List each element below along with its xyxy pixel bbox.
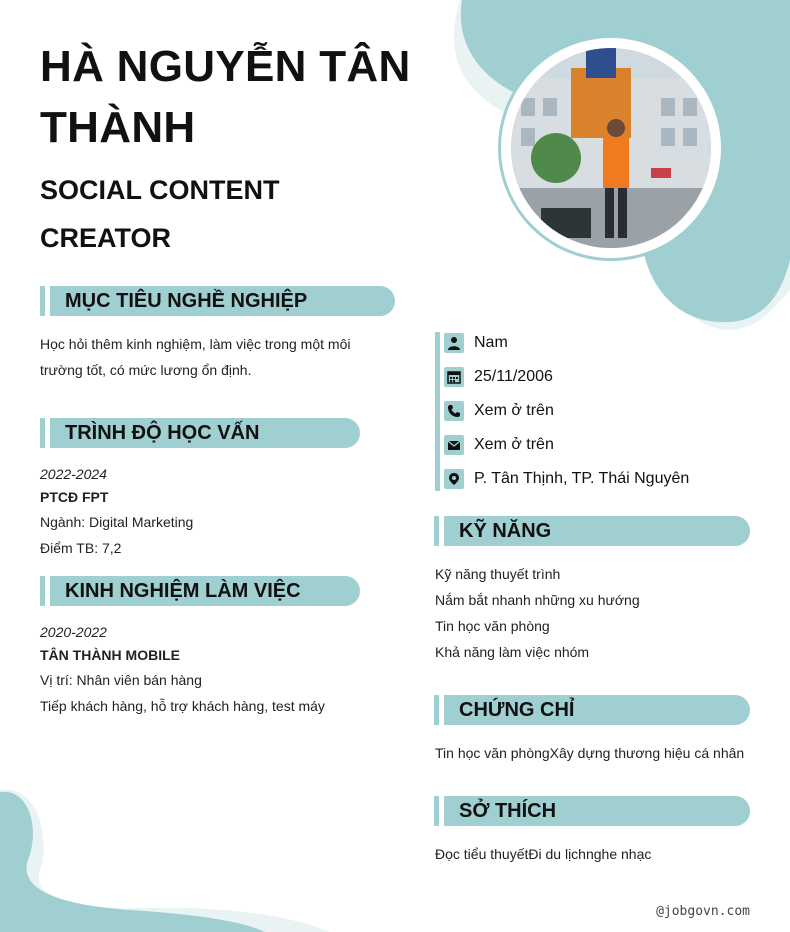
- skills-title: KỸ NĂNG: [459, 520, 552, 542]
- certificates-title: CHỨNG CHỈ: [459, 699, 575, 721]
- location-pin-icon: [444, 469, 464, 489]
- experience-period: 2020-2022: [40, 624, 107, 640]
- experience-company: TÂN THÀNH MOBILE: [40, 647, 180, 663]
- experience-title: KINH NGHIỆM LÀM VIỆC: [65, 580, 301, 602]
- objective-title: MỤC TIÊU NGHỀ NGHIỆP: [65, 290, 308, 312]
- education-gpa: Điểm TB: 7,2: [40, 540, 122, 556]
- skill-item: Khả năng làm việc nhóm: [435, 644, 590, 660]
- experience-position: Vị trí: Nhân viên bán hàng: [40, 672, 202, 688]
- phone-icon: [444, 401, 464, 421]
- skills-section-header: [444, 516, 750, 546]
- contact-phone: Xem ở trên: [474, 402, 554, 419]
- education-section-header: [50, 418, 360, 448]
- objective-section-header: [50, 286, 395, 316]
- skill-item: Kỹ năng thuyết trình: [435, 566, 561, 582]
- mail-icon: [444, 435, 464, 455]
- person-icon: [444, 333, 464, 353]
- contact-email: Xem ở trên: [474, 436, 554, 453]
- hobbies-text: Đọc tiểu thuyếtĐi du lịchnghe nhạc: [435, 846, 652, 862]
- hobbies-title: SỞ THÍCH: [459, 800, 557, 822]
- education-school: PTCĐ FPT: [40, 489, 109, 505]
- experience-section-header: [50, 576, 360, 606]
- skill-item: Tin học văn phòng: [435, 618, 550, 634]
- certificates-text: Tin học văn phòngXây dựng thương hiệu cá nhân: [435, 745, 745, 761]
- watermark: @jobgovn.com: [656, 904, 750, 919]
- contact-gender: Nam: [474, 334, 508, 351]
- objective-line-2: trường tốt, có mức lương ổn định.: [40, 362, 252, 378]
- objective-line-1: Học hỏi thêm kinh nghiệm, làm việc trong một môi: [40, 336, 351, 352]
- bottom-left-decor-blob: [0, 780, 330, 932]
- skill-item: Nắm bắt nhanh những xu hướng: [435, 592, 640, 608]
- education-title: TRÌNH ĐỘ HỌC VẤN: [65, 422, 260, 444]
- certificates-section-header: [444, 695, 750, 725]
- hobbies-section-header: [444, 796, 750, 826]
- education-major: Ngành: Digital Marketing: [40, 514, 194, 530]
- experience-description: Tiếp khách hàng, hỗ trợ khách hàng, test máy: [40, 698, 325, 714]
- contact-info-bar: [435, 332, 440, 491]
- avatar: [511, 48, 711, 248]
- job-title: SOCIAL CONTENT CREATOR: [40, 175, 280, 253]
- calendar-icon: [444, 367, 464, 387]
- contact-address: P. Tân Thịnh, TP. Thái Nguyên: [474, 470, 690, 487]
- education-period: 2022-2024: [40, 466, 107, 482]
- candidate-name: HÀ NGUYỄN TÂN THÀNH: [40, 42, 411, 152]
- contact-birthday: 25/11/2006: [474, 368, 553, 385]
